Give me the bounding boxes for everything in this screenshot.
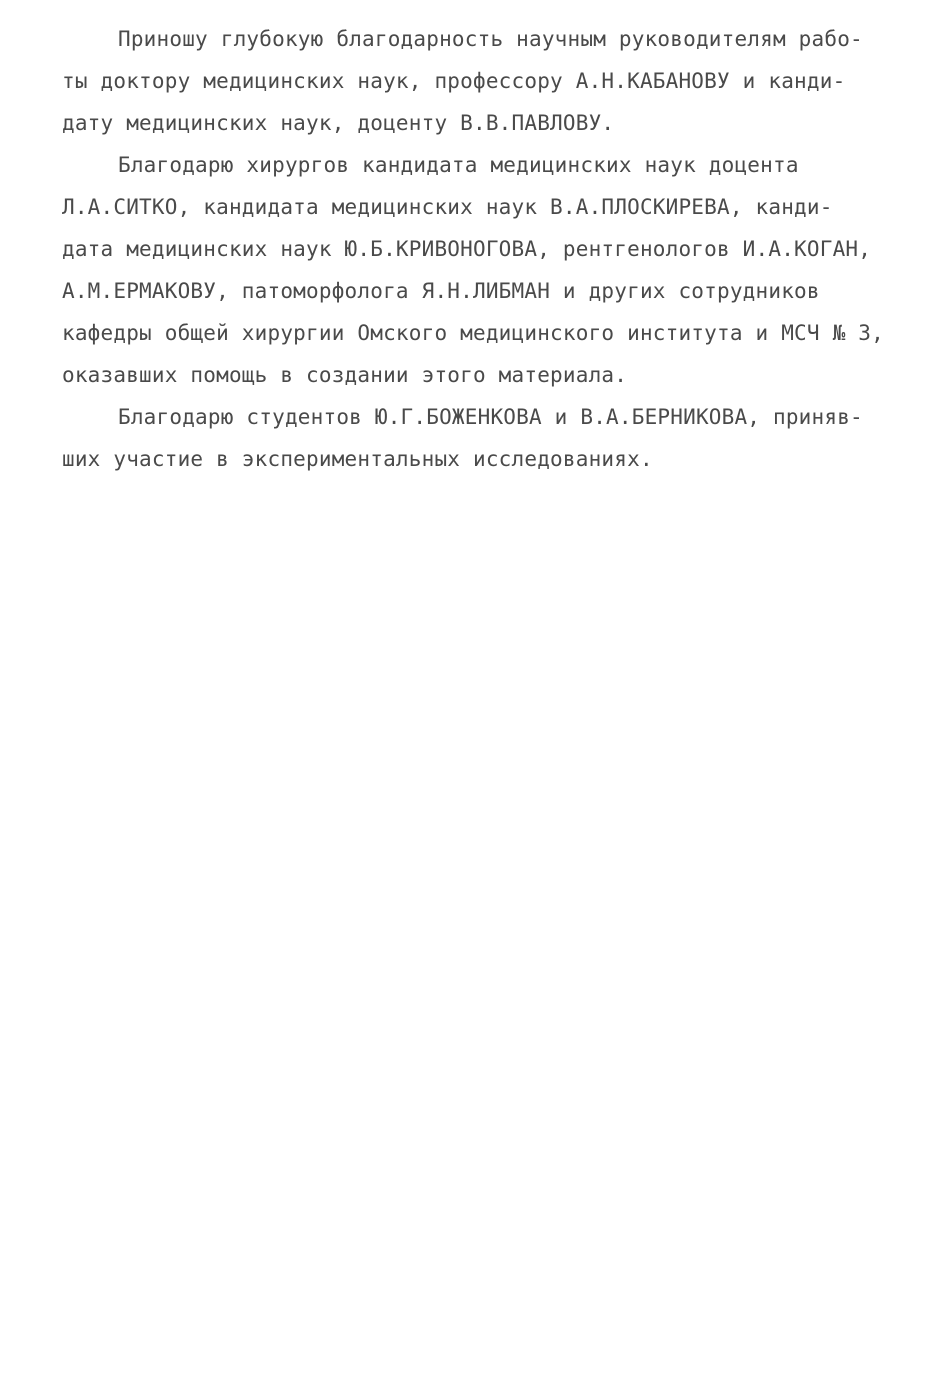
text-line: А.М.ЕРМАКОВУ, патоморфолога Я.Н.ЛИБМАН и других сотрудников [62, 279, 820, 303]
paragraph-supervisors [62, 18, 902, 144]
text-line: ты доктору медицинских наук, профессору А.Н.КАБАНОВУ и канди- [62, 69, 846, 93]
text-line: Приношу глубокую благодарность научным руководителям рабо- [118, 27, 863, 51]
text-line: кафедры общей хирургии Омского медицинского института и МСЧ № 3, [62, 321, 884, 345]
paragraph-students [62, 396, 902, 480]
text-line: Благодарю хирургов кандидата медицинских наук доцента [118, 153, 799, 177]
text-line: Л.А.СИТКО, кандидата медицинских наук В.А.ПЛОСКИРЕВА, канди- [62, 195, 833, 219]
paragraph-surgeons [62, 144, 902, 396]
text-line: дата медицинских наук Ю.Б.КРИВОНОГОВА, рентгенологов И.А.КОГАН, [62, 237, 872, 261]
text-line: ших участие в экспериментальных исследованиях. [62, 447, 653, 471]
text-line: оказавших помощь в создании этого материала. [62, 363, 628, 387]
text-line: Благодарю студентов Ю.Г.БОЖЕНКОВА и В.А.БЕРНИКОВА, приняв- [118, 405, 863, 429]
text-line: дату медицинских наук, доценту В.В.ПАВЛОВУ. [62, 111, 615, 135]
acknowledgments-text [62, 18, 902, 480]
